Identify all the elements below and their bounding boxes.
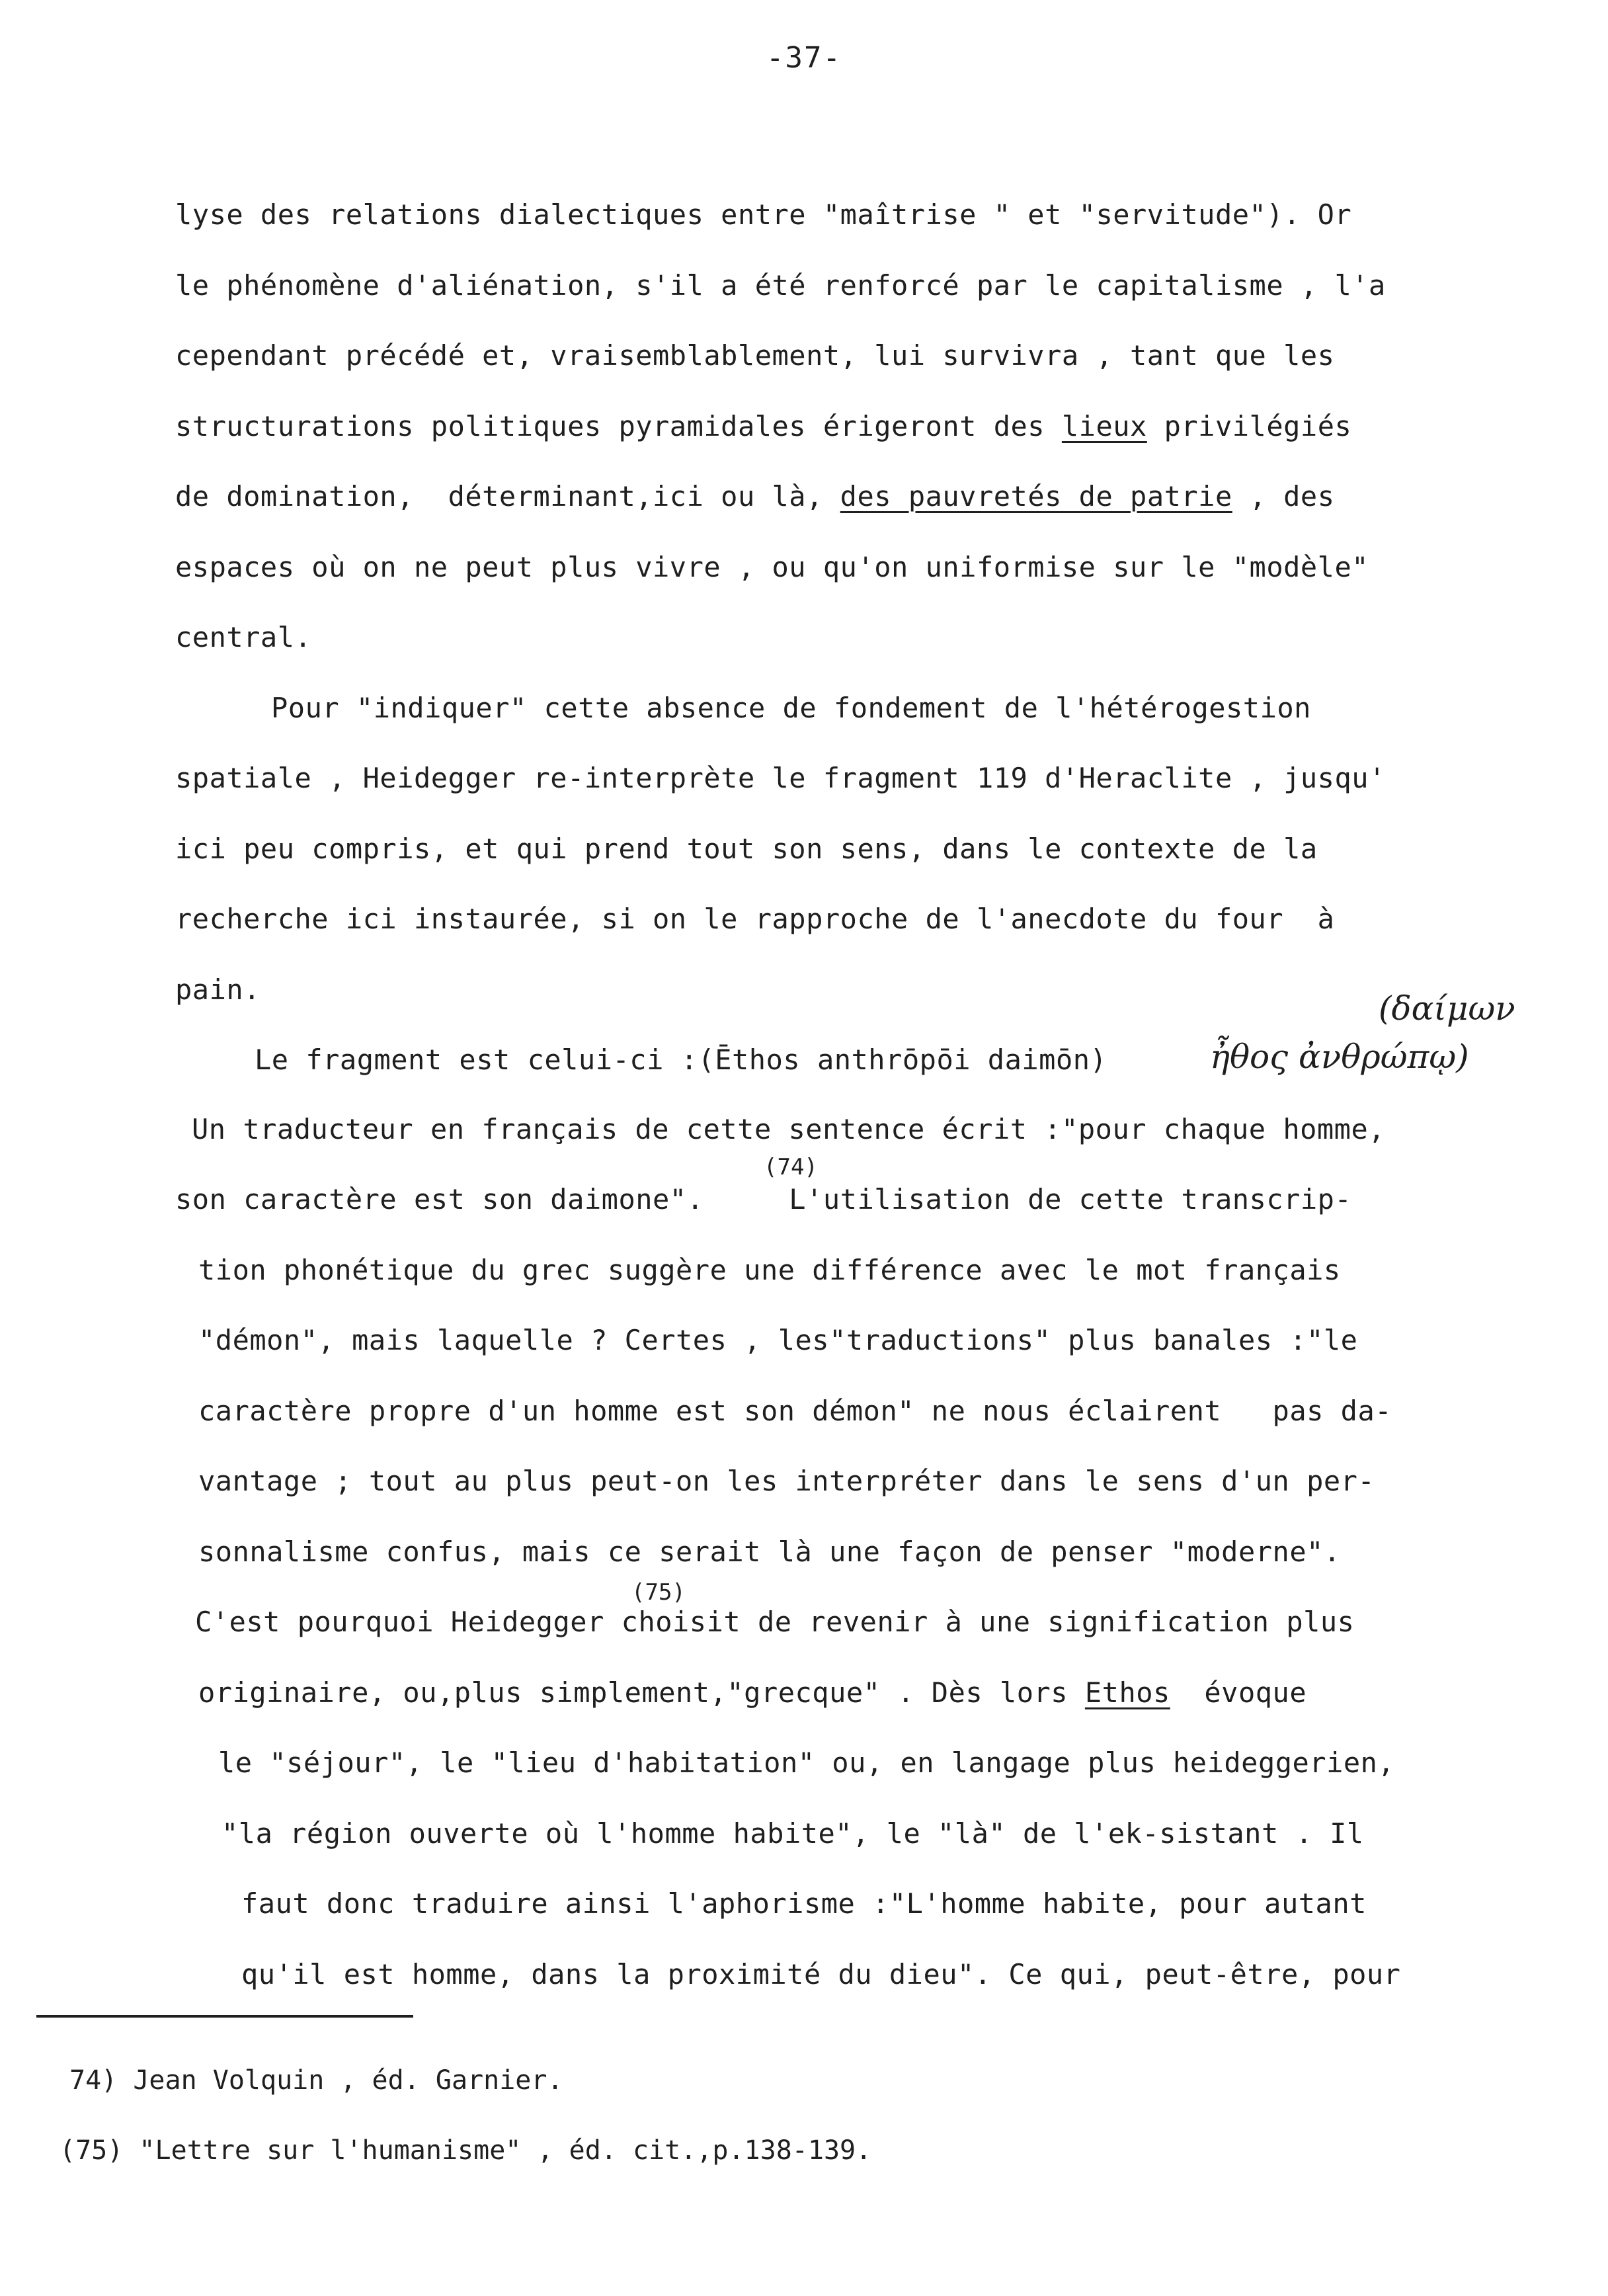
text-line: spatiale , Heidegger re-interprète le fragment 119 d'Heraclite , jusqu' (175, 762, 1386, 794)
text-line (198, 1674, 1306, 1711)
text-segment: de domination, déterminant,ici ou là, (175, 480, 840, 512)
footnote-divider (36, 2015, 413, 2018)
text-line (175, 408, 1351, 445)
text-line: C'est pourquoi Heidegger choisit de revenir à une signification plus (195, 1606, 1355, 1638)
page-number: -37- (766, 41, 842, 75)
text-line: faut donc traduire ainsi l'aphorisme :"L'homme habite, pour autant (241, 1887, 1367, 1920)
footnote-75: (75) "Lettre sur l'humanisme" , éd. cit.,p.138-139. (60, 2135, 872, 2166)
underlined-term: lieux (1061, 410, 1147, 442)
text-line: central. (175, 621, 312, 653)
text-segment: , des (1232, 480, 1335, 512)
text-segment: évoque (1170, 1676, 1307, 1709)
text-line: "démon", mais laquelle ? Certes , les"traductions" plus banales :"le (198, 1324, 1358, 1356)
text-line: vantage ; tout au plus peut-on les interpréter dans le sens d'un per- (198, 1465, 1375, 1497)
text-line: Pour "indiquer" cette absence de fondement de l'hétérogestion (271, 692, 1311, 724)
footnote-mark: (75) (631, 1579, 686, 1606)
text-line: recherche ici instaurée, si on le rapproche de l'anecdote du four à (175, 903, 1335, 935)
text-line: lyse des relations dialectiques entre "maîtrise " et "servitude"). Or (175, 198, 1352, 231)
text-line: sonnalisme confus, mais ce serait là une façon de penser "moderne". (198, 1536, 1341, 1568)
text-line: cependant précédé et, vraisemblablement, lui survivra , tant que les (175, 339, 1335, 372)
text-line: pain. (175, 973, 261, 1006)
greek-text: ἦθος ἀνθρώπῳ) (1210, 1038, 1469, 1076)
text-line: le "séjour", le "lieu d'habitation" ou, en langage plus heideggerien, (218, 1746, 1395, 1779)
text-line: tion phonétique du grec suggère une différence avec le mot français (198, 1254, 1341, 1286)
text-segment: originaire, ou,plus simplement,"grecque" . Dès lors (198, 1676, 1085, 1709)
text-segment: structurations politiques pyramidales érigeront des (175, 410, 1062, 442)
footnote-mark: (74) (764, 1154, 818, 1180)
text-line: le phénomène d'aliénation, s'il a été renforcé par le capitalisme , l'a (175, 269, 1386, 302)
text-line: son caractère est son daimone". L'utilisation de cette transcrip- (175, 1183, 1352, 1215)
text-line: caractère propre d'un homme est son démon" ne nous éclairent pas da- (198, 1395, 1392, 1427)
text-segment: privilégiés (1146, 410, 1352, 442)
text-line: Un traducteur en français de cette sentence écrit :"pour chaque homme, (192, 1113, 1386, 1145)
text-line (175, 478, 1334, 515)
fragment-line: Le fragment est celui-ci :(Ēthos anthrōpōi daimōn) (255, 1044, 1107, 1076)
underlined-term: des pauvretés de patrie (840, 480, 1232, 512)
footnote-74: 74) Jean Volquin , éd. Garnier. (69, 2065, 563, 2096)
text-line: ici peu compris, et qui prend tout son sens, dans le contexte de la (175, 833, 1318, 865)
greek-annotation: (δαίμων (1379, 989, 1515, 1028)
text-line: espaces où on ne peut plus vivre , ou qu'on uniformise sur le "modèle" (175, 551, 1369, 583)
text-line: "la région ouverte où l'homme habite", le "là" de l'ek-sistant . Il (221, 1817, 1364, 1850)
text-line: qu'il est homme, dans la proximité du dieu". Ce qui, peut-être, pour (241, 1958, 1401, 1990)
underlined-term: Ethos (1084, 1676, 1170, 1709)
